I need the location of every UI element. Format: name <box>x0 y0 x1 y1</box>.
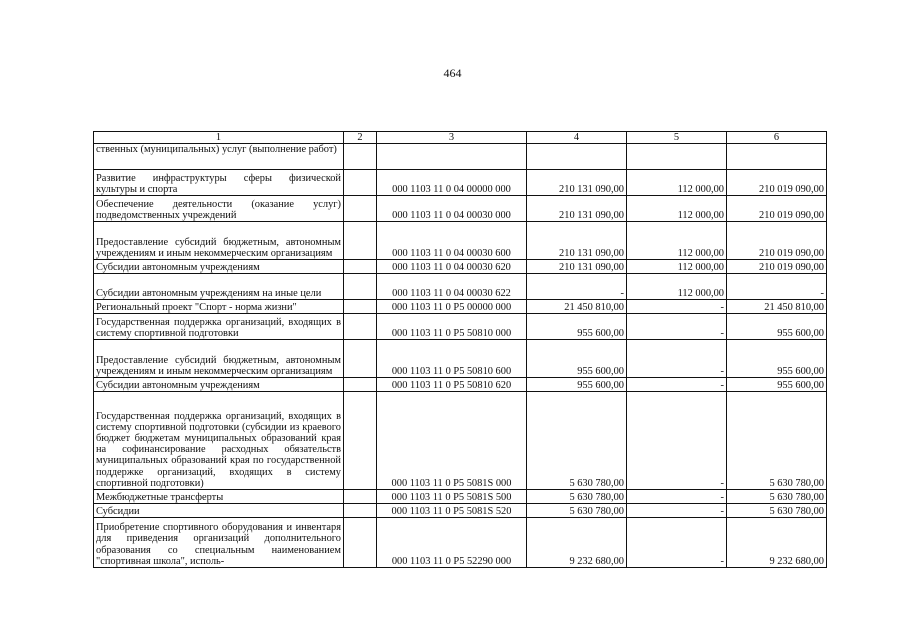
row-value-6 <box>727 144 827 170</box>
table-row <box>94 196 827 222</box>
row-code: 000 1103 11 0 P5 5081S 000 <box>377 392 527 490</box>
row-value-4: 5 630 780,00 <box>527 504 627 518</box>
row-name: Предоставление субсидий бюджетным, автономным учреждениям и иным некоммерческим организациям <box>94 222 344 260</box>
row-col2 <box>344 392 377 490</box>
table-row <box>94 392 827 490</box>
row-name: Региональный проект "Спорт - норма жизни" <box>94 300 344 314</box>
row-value-4: 955 600,00 <box>527 378 627 392</box>
row-value-5: - <box>627 518 727 568</box>
row-col2 <box>344 378 377 392</box>
row-value-4: 210 131 090,00 <box>527 260 627 274</box>
row-value-5: - <box>627 300 727 314</box>
row-value-5: 112 000,00 <box>627 274 727 300</box>
row-value-4: 21 450 810,00 <box>527 300 627 314</box>
row-code: 000 1103 11 0 P5 50810 600 <box>377 340 527 378</box>
table-row <box>94 340 827 378</box>
row-value-6: 955 600,00 <box>727 314 827 340</box>
column-header: 2 <box>344 132 377 144</box>
row-name: Предоставление субсидий бюджетным, автономным учреждениям и иным некоммерческим организациям <box>94 340 344 378</box>
row-code <box>377 144 527 170</box>
row-name: Государственная поддержка организаций, входящих в систему спортивной подготовки (субсидии из краевого бюджет бюджетам муниципальных образований края на софинансирование расходных обязательств муниципальных образований края по государственной поддержке организаций, входящих в систему спортивной подготовки) <box>94 392 344 490</box>
row-value-6: 5 630 780,00 <box>727 490 827 504</box>
table-header-row <box>94 132 827 144</box>
table-row <box>94 378 827 392</box>
row-code: 000 1103 11 0 P5 5081S 520 <box>377 504 527 518</box>
column-header: 4 <box>527 132 627 144</box>
row-value-5 <box>627 144 727 170</box>
row-value-5: - <box>627 314 727 340</box>
budget-table <box>93 131 827 568</box>
row-code: 000 1103 11 0 P5 00000 000 <box>377 300 527 314</box>
row-name: Межбюджетные трансферты <box>94 490 344 504</box>
row-value-6: 210 019 090,00 <box>727 260 827 274</box>
row-code: 000 1103 11 0 04 00030 600 <box>377 222 527 260</box>
row-value-5: 112 000,00 <box>627 222 727 260</box>
row-value-6: 5 630 780,00 <box>727 392 827 490</box>
row-value-6: 5 630 780,00 <box>727 504 827 518</box>
row-code: 000 1103 11 0 04 00000 000 <box>377 170 527 196</box>
row-value-4: 9 232 680,00 <box>527 518 627 568</box>
row-value-5: 112 000,00 <box>627 260 727 274</box>
row-col2 <box>344 340 377 378</box>
row-code: 000 1103 11 0 P5 50810 620 <box>377 378 527 392</box>
row-col2 <box>344 314 377 340</box>
row-value-6: 955 600,00 <box>727 378 827 392</box>
table-row <box>94 260 827 274</box>
row-name: Субсидии автономным учреждениям <box>94 378 344 392</box>
row-name: Субсидии автономным учреждениям на иные цели <box>94 274 344 300</box>
row-value-4: - <box>527 274 627 300</box>
row-name: Государственная поддержка организаций, входящих в систему спортивной подготовки <box>94 314 344 340</box>
row-code: 000 1103 11 0 04 00030 622 <box>377 274 527 300</box>
row-value-6: 955 600,00 <box>727 340 827 378</box>
row-value-6: 21 450 810,00 <box>727 300 827 314</box>
table-row <box>94 144 827 170</box>
row-col2 <box>344 196 377 222</box>
page-number: 464 <box>443 66 462 80</box>
row-name: Субсидии автономным учреждениям <box>94 260 344 274</box>
row-name: Развитие инфраструктуры сферы физической культуры и спорта <box>94 170 344 196</box>
row-col2 <box>344 274 377 300</box>
row-value-5: 112 000,00 <box>627 170 727 196</box>
row-code: 000 1103 11 0 P5 5081S 500 <box>377 490 527 504</box>
table-row <box>94 518 827 568</box>
row-code: 000 1103 11 0 04 00030 620 <box>377 260 527 274</box>
table-row <box>94 314 827 340</box>
column-header: 6 <box>727 132 827 144</box>
row-value-6: 9 232 680,00 <box>727 518 827 568</box>
row-value-6: - <box>727 274 827 300</box>
table-row <box>94 170 827 196</box>
row-code: 000 1103 11 0 P5 52290 000 <box>377 518 527 568</box>
row-value-4: 955 600,00 <box>527 340 627 378</box>
row-value-4: 210 131 090,00 <box>527 196 627 222</box>
row-value-4: 955 600,00 <box>527 314 627 340</box>
row-code: 000 1103 11 0 04 00030 000 <box>377 196 527 222</box>
row-value-4: 210 131 090,00 <box>527 170 627 196</box>
row-col2 <box>344 300 377 314</box>
table-row <box>94 490 827 504</box>
row-col2 <box>344 260 377 274</box>
row-name: Приобретение спортивного оборудования и инвентаря для приведения организаций дополнительного образования со специальным наименованием "спортивная школа", исполь- <box>94 518 344 568</box>
row-value-4: 210 131 090,00 <box>527 222 627 260</box>
row-name: Субсидии <box>94 504 344 518</box>
row-name: Обеспечение деятельности (оказание услуг) подведомственных учреждений <box>94 196 344 222</box>
column-header: 5 <box>627 132 727 144</box>
row-col2 <box>344 490 377 504</box>
table-row <box>94 274 827 300</box>
row-value-5: - <box>627 340 727 378</box>
row-value-5: - <box>627 504 727 518</box>
row-col2 <box>344 504 377 518</box>
table-row <box>94 504 827 518</box>
row-value-5: - <box>627 378 727 392</box>
row-value-5: - <box>627 490 727 504</box>
row-value-4 <box>527 144 627 170</box>
row-value-4: 5 630 780,00 <box>527 490 627 504</box>
column-header: 1 <box>94 132 344 144</box>
row-col2 <box>344 518 377 568</box>
row-value-5: 112 000,00 <box>627 196 727 222</box>
table-row <box>94 300 827 314</box>
table-row <box>94 222 827 260</box>
row-col2 <box>344 144 377 170</box>
row-value-6: 210 019 090,00 <box>727 170 827 196</box>
row-value-6: 210 019 090,00 <box>727 222 827 260</box>
row-value-4: 5 630 780,00 <box>527 392 627 490</box>
row-col2 <box>344 222 377 260</box>
row-code: 000 1103 11 0 P5 50810 000 <box>377 314 527 340</box>
row-value-6: 210 019 090,00 <box>727 196 827 222</box>
row-value-5: - <box>627 392 727 490</box>
row-name: ственных (муниципальных) услуг (выполнение работ) <box>94 144 344 170</box>
row-col2 <box>344 170 377 196</box>
column-header: 3 <box>377 132 527 144</box>
